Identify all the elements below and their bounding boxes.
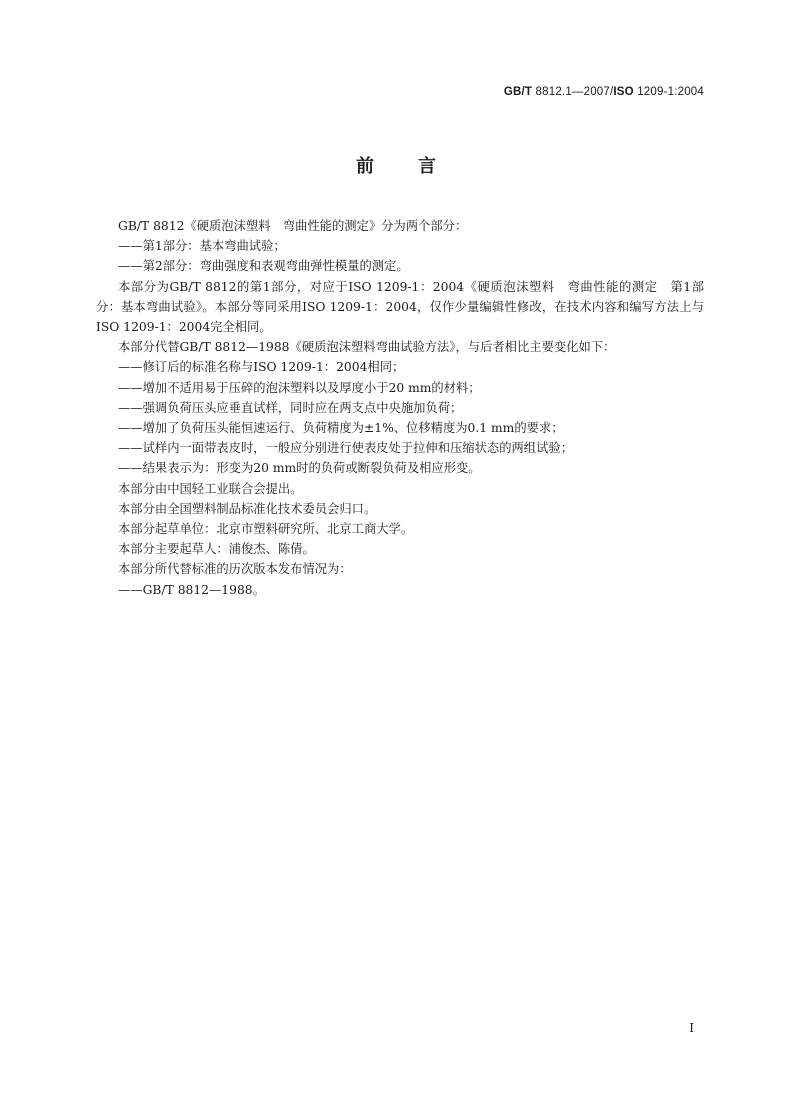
paragraph-correspondence: 本部分为GB/T 8812的第1部分，对应于ISO 1209-1：2004《硬质泡沫塑料 弯曲性能的测定 第1部分：基本弯曲试验》。本部分等同采用ISO 1209-1：2004，仅作少量编辑性修改，在技术内容和编写方法上与ISO 1209-1：2004完全相同。 <box>96 279 704 335</box>
list-item-change: ——结果表示为：形变为20 mm时的负荷或断裂负荷及相应形变。 <box>118 461 481 476</box>
list-item-part-1: ——第1部分：基本弯曲试验； <box>118 239 286 254</box>
header-number-iso: 1209-1:2004 <box>633 86 704 98</box>
header-number-gbt: 8812.1—2007/ <box>532 86 614 98</box>
standard-code-header <box>504 86 704 98</box>
list-item-change: ——强调负荷压头应垂直试样，同时应在两支点中央施加负荷； <box>118 400 463 415</box>
paragraph-history: 本部分所代替标准的历次版本发布情况为： <box>118 562 352 577</box>
paragraph-replacement: 本部分代替GB/T 8812—1988《硬质泡沫塑料弯曲试验方法》，与后者相比主要变化如下： <box>118 340 616 355</box>
list-item-change: ——修订后的标准名称与ISO 1209-1：2004相同； <box>118 360 405 375</box>
list-item-change: ——试样内一面带表皮时，一般应分别进行使表皮处于拉伸和压缩状态的两组试验； <box>118 441 573 456</box>
paragraph-proposer: 本部分由中国轻工业联合会提出。 <box>118 481 303 496</box>
header-code-gbt: GB/T <box>503 86 533 98</box>
list-item-change: ——增加了负荷压头能恒速运行、负荷精度为±1%、位移精度为0.1 mm的要求； <box>118 421 564 436</box>
list-item-change: ——增加不适用易于压碎的泡沫塑料以及厚度小于20 mm的材料； <box>118 380 481 395</box>
paragraph-committee: 本部分由全国塑料制品标准化技术委员会归口。 <box>118 501 377 516</box>
list-item-part-2: ——第2部分：弯曲强度和表观弯曲弹性模量的测定。 <box>118 259 409 274</box>
paragraph-parts-intro: GB/T 8812《硬质泡沫塑料 弯曲性能的测定》分为两个部分： <box>118 219 468 233</box>
page-title: 前言 <box>356 156 480 177</box>
header-code-iso: ISO <box>613 86 634 98</box>
page-number: I <box>689 1021 694 1035</box>
paragraph-drafters: 本部分主要起草人：浦俊杰、陈倩。 <box>118 542 315 557</box>
document-body <box>96 216 704 600</box>
list-item-previous-edition: ——GB/T 8812—1988。 <box>118 582 265 597</box>
paragraph-drafting-units: 本部分起草单位：北京市塑料研究所、北京工商大学。 <box>118 522 414 537</box>
